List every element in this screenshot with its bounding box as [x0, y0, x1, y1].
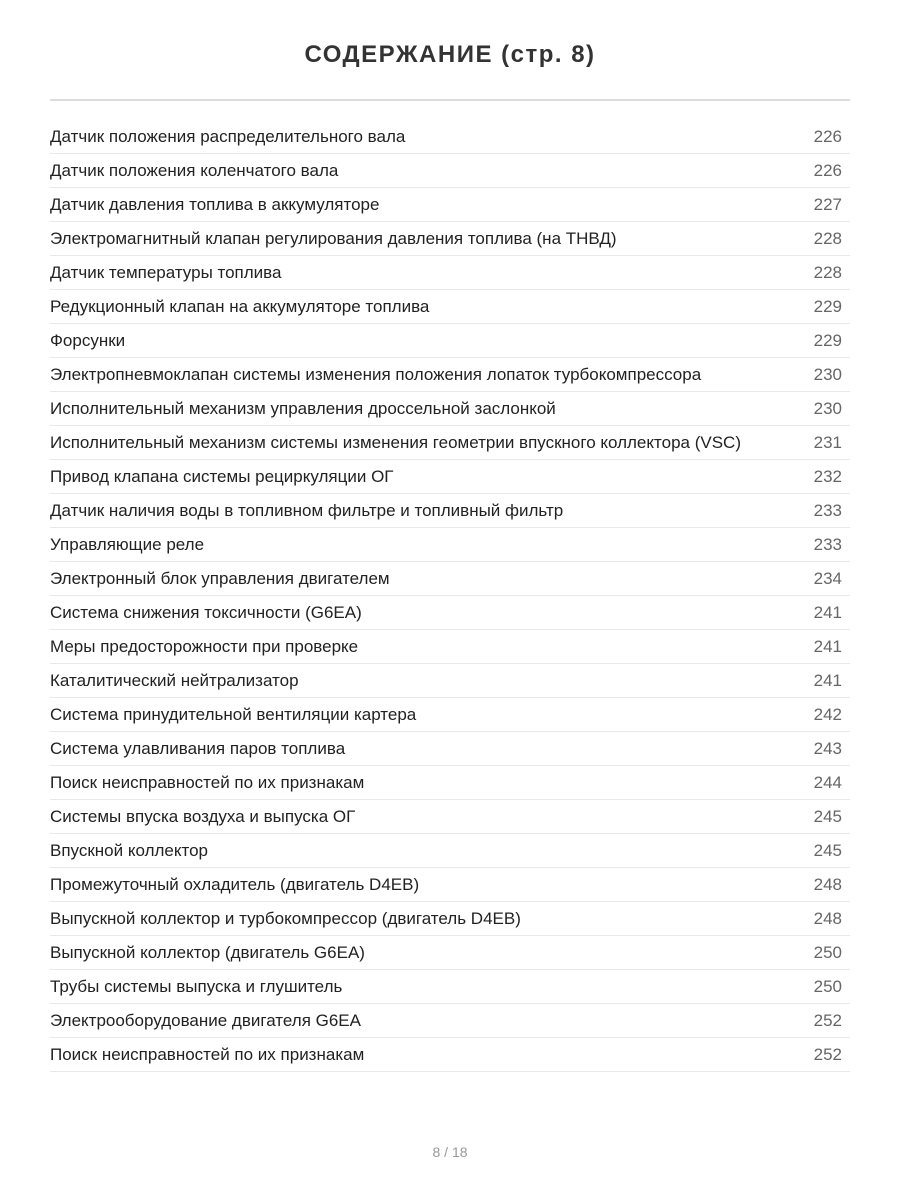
toc-entry-title: Электромагнитный клапан регулирования давления топлива (на ТНВД): [50, 228, 617, 248]
title-divider: [50, 99, 850, 101]
toc-entry-page: 241: [813, 602, 842, 622]
toc-entry-title: Исполнительный механизм системы изменения геометрии впускного коллектора (VSC): [50, 432, 741, 452]
toc-entry-page: 248: [813, 908, 842, 928]
toc-entry[interactable]: [50, 324, 850, 358]
toc-entry-title: Выпускной коллектор (двигатель G6EA): [50, 942, 365, 962]
toc-entry-title: Выпускной коллектор и турбокомпрессор (двигатель D4EB): [50, 908, 521, 928]
toc-entry[interactable]: [50, 936, 850, 970]
toc-entry-page: 228: [813, 262, 842, 282]
toc-entry-page: 228: [813, 228, 842, 248]
toc-entry[interactable]: [50, 494, 850, 528]
toc-entry[interactable]: [50, 630, 850, 664]
toc-entry-title: Каталитический нейтрализатор: [50, 670, 299, 690]
toc-entry-title: Поиск неисправностей по их признакам: [50, 1044, 365, 1064]
toc-entry-page: 252: [813, 1044, 842, 1064]
toc-entry-page: 226: [813, 126, 842, 146]
toc-entry-title: Электрооборудование двигателя G6EA: [50, 1010, 361, 1030]
toc-entry-title: Впускной коллектор: [50, 840, 208, 860]
toc-entry-page: 250: [813, 942, 842, 962]
toc-entry-title: Поиск неисправностей по их признакам: [50, 772, 365, 792]
toc-entry-title: Датчик давления топлива в аккумуляторе: [50, 194, 380, 214]
toc-entry-title: Меры предосторожности при проверке: [50, 636, 359, 656]
toc-entry-title: Датчик температуры топлива: [50, 262, 282, 282]
toc-entry[interactable]: [50, 154, 850, 188]
toc-entry-page: 230: [813, 398, 842, 418]
toc-entry-title: Привод клапана системы рециркуляции ОГ: [50, 466, 394, 486]
toc-entry-page: 233: [813, 500, 842, 520]
toc-entry[interactable]: [50, 1038, 850, 1072]
toc-entry-page: 243: [813, 738, 842, 758]
toc-entry-title: Форсунки: [50, 330, 126, 350]
toc-entry[interactable]: [50, 1004, 850, 1038]
toc-entry-page: 245: [813, 840, 842, 860]
toc-entry-title: Система снижения токсичности (G6EA): [50, 602, 362, 622]
toc-entry[interactable]: [50, 766, 850, 800]
toc-entry[interactable]: [50, 732, 850, 766]
toc-entry-page: 231: [813, 432, 842, 452]
toc-entry-page: 229: [813, 330, 842, 350]
toc-entry-page: 234: [813, 568, 842, 588]
toc-entry[interactable]: [50, 256, 850, 290]
page-title: СОДЕРЖАНИЕ (стр. 8): [304, 41, 596, 68]
toc-entry-title: Трубы системы выпуска и глушитель: [50, 976, 343, 996]
page-counter: 8 / 18: [432, 1144, 468, 1160]
toc-entry-page: 244: [813, 772, 842, 792]
toc-entry-page: 248: [813, 874, 842, 894]
toc-entry[interactable]: [50, 460, 850, 494]
toc-entry-page: 232: [813, 466, 842, 486]
toc-entry-page: 226: [813, 160, 842, 180]
toc-entry-page: 250: [813, 976, 842, 996]
toc-entry-title: Система улавливания паров топлива: [50, 738, 346, 758]
toc-entry[interactable]: [50, 358, 850, 392]
toc-entry[interactable]: [50, 834, 850, 868]
toc-entry-page: 229: [813, 296, 842, 316]
toc-entry-title: Промежуточный охладитель (двигатель D4EB): [50, 874, 420, 894]
toc-entry[interactable]: [50, 902, 850, 936]
toc-entry[interactable]: [50, 528, 850, 562]
toc-entry[interactable]: [50, 188, 850, 222]
toc-entry[interactable]: [50, 800, 850, 834]
toc-entry-page: 245: [813, 806, 842, 826]
toc-entry-title: Исполнительный механизм управления дроссельной заслонкой: [50, 398, 556, 418]
toc-entry[interactable]: [50, 562, 850, 596]
toc-entry[interactable]: [50, 664, 850, 698]
toc-entry[interactable]: [50, 120, 850, 154]
toc-entry-title: Система принудительной вентиляции картера: [50, 704, 417, 724]
toc-entry-page: 241: [813, 670, 842, 690]
toc-entry[interactable]: [50, 290, 850, 324]
toc-entry-page: 227: [813, 194, 842, 214]
toc-entry-page: 252: [813, 1010, 842, 1030]
toc-entry-title: Редукционный клапан на аккумуляторе топлива: [50, 296, 430, 316]
toc-entry[interactable]: [50, 222, 850, 256]
toc-entry-title: Системы впуска воздуха и выпуска ОГ: [50, 806, 356, 826]
toc-entry-page: 241: [813, 636, 842, 656]
toc-entry-title: Электропневмоклапан системы изменения положения лопаток турбокомпрессора: [50, 364, 702, 384]
toc-entry-title: Датчик положения коленчатого вала: [50, 160, 339, 180]
toc-entry-page: 230: [813, 364, 842, 384]
toc-entry-title: Управляющие реле: [50, 534, 205, 554]
toc-entry[interactable]: [50, 698, 850, 732]
toc-entry-page: 242: [813, 704, 842, 724]
toc-entry-title: Датчик положения распределительного вала: [50, 126, 406, 146]
toc-entry-page: 233: [813, 534, 842, 554]
toc-entry[interactable]: [50, 426, 850, 460]
toc-entry-title: Датчик наличия воды в топливном фильтре и топливный фильтр: [50, 500, 564, 520]
toc-entry[interactable]: [50, 596, 850, 630]
toc-entry-title: Электронный блок управления двигателем: [50, 568, 390, 588]
toc-entry[interactable]: [50, 970, 850, 1004]
toc-entry[interactable]: [50, 868, 850, 902]
toc-list: [50, 120, 850, 1072]
toc-entry[interactable]: [50, 392, 850, 426]
